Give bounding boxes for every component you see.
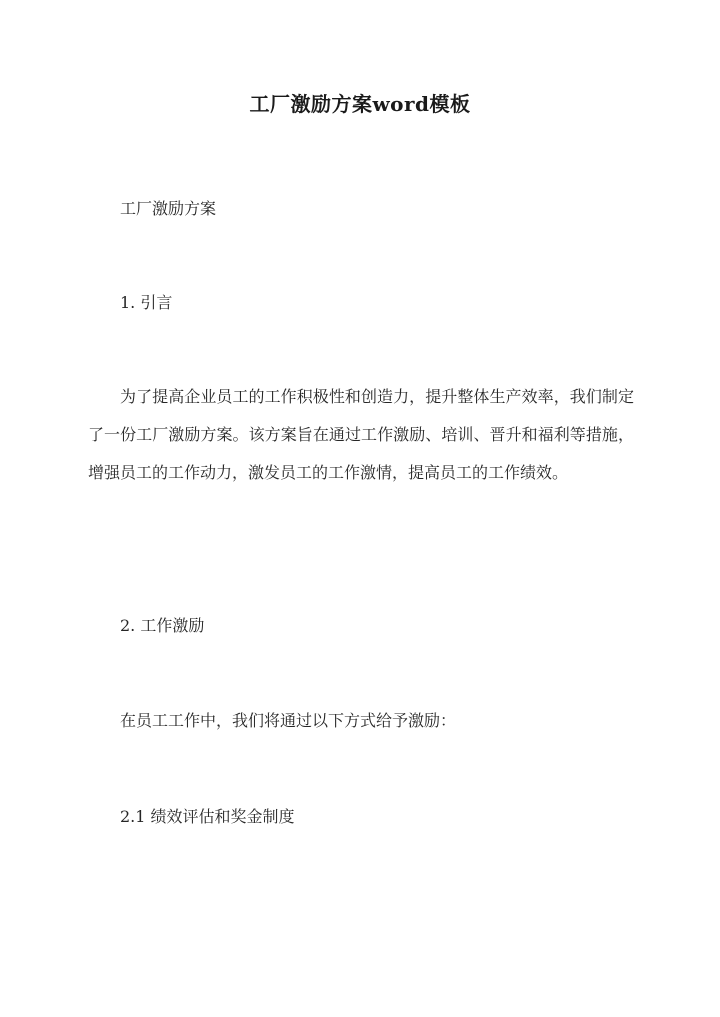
- document-subtitle: 工厂激励方案: [120, 199, 217, 218]
- section-1-paragraph: 为了提高企业员工的工作积极性和创造力，提升整体生产效率，我们制定了一份工厂激励方案。该方案旨在通过工作激励、培训、晋升和福利等措施，增强员工的工作动力，激发员工的工作激情，提高员工的工作绩效。: [88, 387, 634, 482]
- section-2-1-heading: 2.1 绩效评估和奖金制度: [120, 807, 295, 826]
- section-2-intro: 在员工工作中，我们将通过以下方式给予激励：: [120, 711, 457, 730]
- document-title: 工厂激励方案word模板: [249, 92, 471, 116]
- section-2-heading: 2. 工作激励: [120, 616, 205, 635]
- section-1-heading: 1. 引言: [120, 293, 173, 312]
